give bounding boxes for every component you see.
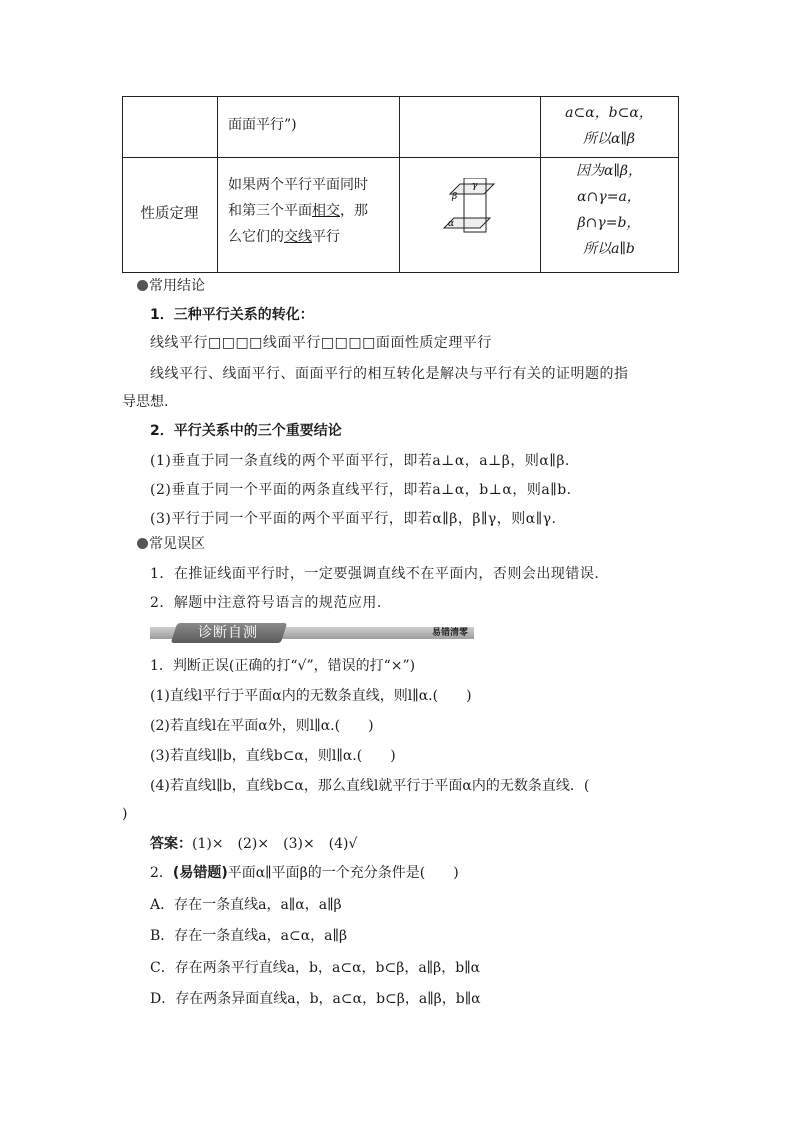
theorem-text-line: 么它们的交线平行: [228, 229, 340, 245]
common-mistakes-title: 常见误区: [137, 534, 205, 554]
table-border-bottom: [122, 272, 679, 273]
item1-desc: 导思想.: [122, 394, 169, 410]
banner-title: 诊断自测: [198, 625, 258, 641]
q1-item: (2)若直线l在平面α外，则l∥α.( ): [150, 718, 374, 734]
q2-option-a: A．存在一条直线a，a∥α，a∥β: [150, 897, 342, 913]
q2-option-b: B．存在一条直线a，a⊂α，a∥β: [150, 928, 348, 944]
table-row-divider: [122, 157, 679, 158]
q2-option-d: D．存在两条异面直线a，b，a⊂α，b⊂β，a∥β，b∥α: [150, 991, 481, 1007]
table-cell-text: a⊂α，b⊂α，: [565, 105, 653, 121]
item2-heading: 2．平行关系中的三个重要结论: [150, 423, 342, 439]
table-col-divider: [217, 96, 218, 273]
table-cell-text: [228, 200, 368, 222]
gear-bullet-icon: [137, 280, 148, 291]
q1-item-continuation: ): [122, 806, 128, 822]
table-cell-text: 如果两个平行平面同时: [228, 177, 368, 193]
table-cell-text: [228, 226, 340, 248]
q2-option-c: C．存在两条平行直线a，b，a⊂α，b⊂β，a∥β，b∥α: [150, 960, 481, 976]
common-conclusions-title: 常用结论: [137, 276, 205, 296]
mistake-item: 2．解题中注意符号语言的规范应用.: [150, 595, 382, 611]
table-cell-text: α∩γ=a，: [577, 189, 641, 205]
table-cell-text: 所以a∥b: [583, 241, 635, 257]
parallel-planes-figure: [440, 178, 506, 236]
diagnostic-test-banner: [150, 623, 474, 643]
q1-item: (3)若直线l∥b，直线b⊂α，则l∥α.( ): [150, 748, 396, 764]
mistake-item: 1．在推证线面平行时，一定要强调直线不在平面内，否则会出现错误.: [150, 566, 600, 582]
table-col-divider: [399, 96, 400, 273]
item1-desc: 线线平行、线面平行、面面平行的相互转化是解决与平行有关的证明题的指: [150, 366, 629, 382]
error-prone-tag: (易错题): [172, 865, 228, 881]
alpha-label: α: [448, 219, 455, 229]
q1-stem: 1．判断正误(正确的打“√”，错误的打“×”): [150, 658, 416, 674]
table-border-right: [678, 96, 679, 273]
q1-item: (4)若直线l∥b，直线b⊂α，那么直线l就平行于平面α内的无数条直线．(: [150, 778, 590, 794]
table-border-top: [122, 96, 679, 97]
item1-heading: 1．三种平行关系的转化：: [150, 307, 314, 323]
table-cell-text: β∩γ=b，: [577, 215, 641, 231]
table-cell-text: 面面平行”): [228, 117, 297, 133]
row-header-property-theorem: 性质定理: [140, 206, 199, 222]
warning-bullet-icon: [137, 538, 148, 549]
property-table: [122, 96, 679, 273]
theorem-text-line: 和第三个平面相交，那: [228, 203, 368, 219]
table-cell-text: 所以α∥β: [582, 131, 635, 147]
q1-answer: [150, 834, 357, 854]
table-cell-text: 因为α∥β，: [575, 163, 642, 179]
item1-chain: 线线平行□□□□线面平行□□□□面面性质定理平行: [150, 335, 492, 351]
item2-point: (1)垂直于同一条直线的两个平面平行，即若a⊥α，a⊥β，则α∥β.: [150, 453, 570, 469]
table-border-left: [122, 96, 123, 273]
item2-point: (3)平行于同一个平面的两个平面平行，即若α∥β，β∥γ，则α∥γ.: [150, 511, 557, 527]
gamma-label: γ: [472, 181, 478, 191]
beta-label: β: [452, 192, 458, 202]
answer-label: 答案：: [150, 836, 192, 852]
banner-subtitle: 易错清零: [431, 628, 468, 638]
answer-text: (1)× (2)× (3)× (4)√: [192, 836, 358, 852]
item2-point: (2)垂直于同一个平面的两条直线平行，即若a⊥α，b⊥α，则a∥b.: [150, 482, 572, 498]
q2-stem: 2．(易错题)平面α∥平面β的一个充分条件是( ): [150, 865, 459, 881]
q1-item: (1)直线l平行于平面α内的无数条直线，则l∥α.( ): [150, 688, 472, 704]
